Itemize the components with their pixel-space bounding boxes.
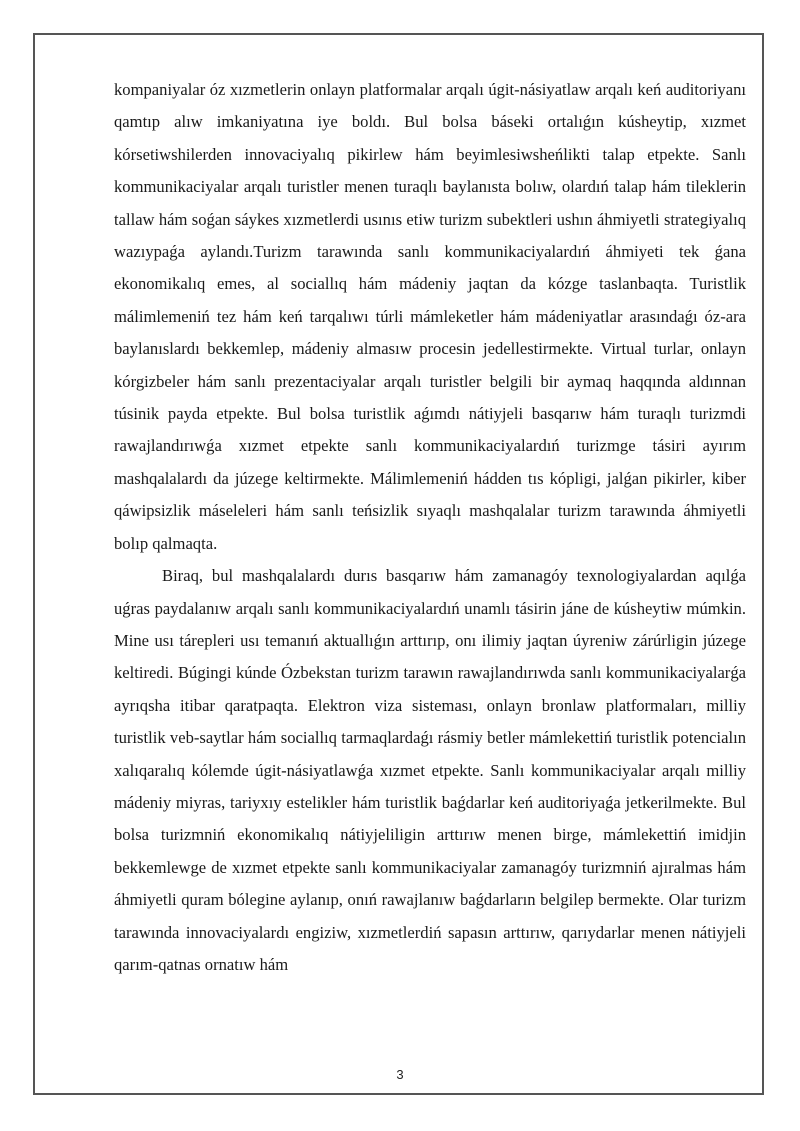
document-body (114, 74, 746, 981)
paragraph-biraq: Biraq, bul mashqalalardı durıs basqarıw hám zamanagóy texnologiyalardan aqılǵa uǵras paydalanıw arqalı sanlı kommunikaciyalardıń unamlı tásirin jáne de kúsheytiw múmkin. Mine usı tárepleri usı temanıń aktuallıǵın arttırıp, onı ilimiy jaqtan úyreniw zárúrligin júzege keltiredi. Búgingi kúnde Ózbekstan turizm tarawın rawajlandırıwda sanlı kommunikaciyalarǵa ayrıqsha itibar qaratpaqta. Elektron viza sisteması, onlayn bronlaw platformaları, milliy turistlik veb-saytlar hám sociallıq tarmaqlardaǵı rásmiy betler mámlekettiń turistlik potencialın xalıqaralıq kólemde úgit-násiyatlawǵa xızmet etpekte. Sanlı kommunikaciyalar arqalı milliy mádeniy miyras, tariyxıy estelikler hám turistlik baǵdarlar keń auditoriyaǵa jetkerilmekte. Bul bolsa turizmniń ekonomikalıq nátiyjeliligin arttırıw menen birge, mámlekettiń imidjin bekkemlewge de xızmet etpekte sanlı kommunikaciyalar zamanagóy turizmniń ajıralmas hám áhmiyetli quram bólegine aylanıp, onıń rawajlanıw baǵdarların belgilep bermekte. Olar turizm tarawında innovaciyalardı engiziw, xızmetlerdiń sapasın arttırıw, qarıydarlar menen nátiyjeli qarım-qatnas ornatıw hám (114, 566, 746, 974)
paragraph-continuation: kompaniyalar óz xızmetlerin onlayn platformalar arqalı úgit-násiyatlaw arqalı keń auditoriyanı qamtıp alıw imkaniyatına iye boldı. Bul bolsa báseki ortalıǵın kúsheytip, xızmet kórsetiwshilerden innovaciyalıq pikirlew hám beyimlesiwsheńlikti talap etpekte. Sanlı kommunikaciyalar arqalı turistler menen turaqlı baylanısta bolıw, olardıń talap hám tileklerin tallaw hám soǵan sáykes xızmetlerdi usınıs etiw turizm subektleri ushın áhmiyetli strategiyalıq wazıypaǵa aylandı.Turizm tarawında sanlı kommunikaciyalardıń áhmiyeti tek ǵana ekonomikalıq emes, al sociallıq hám mádeniy jaqtan da kózge taslanbaqta. Turistlik málimlemeniń tez hám keń tarqalıwı túrli mámleketler hám mádeniyatlar arasındaǵı óz-ara baylanıslardı bekkemlep, mádeniy almasıw procesin jedellestirmekte. Virtual turlar, onlayn kórgizbeler hám sanlı prezentaciyalar arqalı turistler belgili bir aymaq haqqında aldınnan túsinik payda etpekte. Bul bolsa turistlik aǵımdı nátiyjeli basqarıw hám turaqlı turizmdi rawajlandırıwǵa xızmet etpekte sanlı kommunikaciyalardıń turizmge tásiri ayırım mashqalalardı da júzege keltirmekte. Málimlemeniń hádden tıs kópligi, jalǵan pikirler, kiber qáwipsizlik máseleleri hám sanlı teńsizlik sıyaqlı mashqalalar turizm tarawında áhmiyetli bolıp qalmaqta. (114, 80, 746, 553)
page-number: 3 (396, 1067, 404, 1082)
